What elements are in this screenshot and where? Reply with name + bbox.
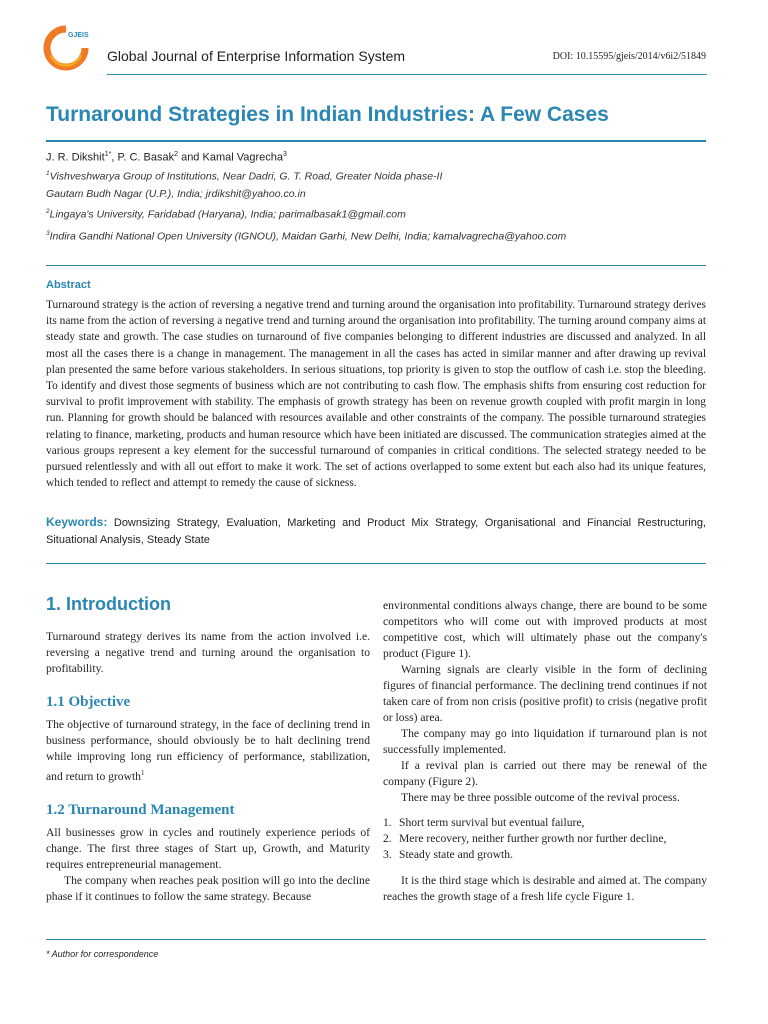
- affiliation-1-line-1: $^1$Vishveshwarya Group of Institutions, Near Dadri, G. T. Road, Greater Noida phase-II: [46, 170, 443, 183]
- logo-text: GJEIS: [68, 32, 89, 39]
- doi[interactable]: DOI: 10.15595/gjeis/2014/v6i2/51849: [552, 51, 706, 62]
- abstract-heading: Abstract: [46, 279, 91, 291]
- body-paragraph: environmental conditions always change, there are bound to be some competitors who will come out with improved products at most competitive cost, which will ultimately phase out the company's product (Figure 1).: [383, 599, 707, 660]
- abstract-top-divider: [46, 265, 706, 266]
- author-name: P. C. Basak: [117, 151, 175, 164]
- abstract-text: Turnaround strategy is the action of reversing a negative trend and turning around the organisation into profitability. Turnaround strategy derives its name from the action of reversing a negative trend and turning around the organisation into profitability. The turning around company aims at steady state and growth. The case studies on turnaround of five companies belonging to different industries are discussed and analyzed. In all most all the cases there is a change in management. The management in all the cases has acted in similar manner and after drawing up revival plan presented the same before various stakeholders. In serious situations, top priority is given to stop the outflow of cash i.e. stop the bleeding. To identify and divest those segments of business which are not contributing to cash flow. The emphasis shifts from ensuring cost reduction for survival to profit improvement with stability. The emphasis of growth strategy has been on revenue growth coupled with profit margin in long run. Planning for growth should be balanced with resources available and other constraints of the company. The possible turnaround strategies relating to finance, marketing, products and human resource which have been initiated are discussed. The communication strategies aimed at the various groups represent a key element for the successful turnaround of companies in critical conditions. The selected strategy needed to be pursued relentlessly and with all out effort to make it work. The set of actions overlapped to some extent but each also had its unique features, which tended to reflect and attempt to remedy the cause of sickness.: [46, 299, 706, 490]
- list-item: 3. Steady state and growth.: [383, 848, 513, 861]
- keywords-label: Keywords:: [46, 515, 108, 529]
- correspondence-footnote: * Author for correspondence: [46, 949, 159, 959]
- right-column: [383, 598, 707, 905]
- author-superscript: 1*: [104, 151, 112, 158]
- journal-name: Global Journal of Enterprise Information System: [107, 48, 406, 64]
- left-column: [46, 596, 370, 905]
- author-list: [46, 151, 287, 164]
- header-divider: [107, 74, 707, 75]
- author-name: J. R. Dikshit: [46, 151, 105, 164]
- author-separator: and: [178, 151, 203, 164]
- title-divider: [46, 140, 706, 142]
- author-name: Kamal Vagrecha: [202, 151, 283, 164]
- body-paragraph: If a revival plan is carried out there may be renewal of the company (Figure 2).: [383, 759, 707, 788]
- management-paragraph-2: The company when reaches peak position will go into the decline phase if it continues to follow the same strategy. Because: [46, 873, 370, 903]
- intro-paragraph: Turnaround strategy derives its name from the action involved i.e. reversing a negative trend and turning around the organisation to profitability.: [46, 630, 370, 675]
- body-paragraph: There may be three possible outcome of the revival process.: [401, 791, 680, 804]
- subsection-heading-turnaround-management: 1.2 Turnaround Management: [46, 801, 235, 818]
- list-item: 2. Mere recovery, neither further growth nor further decline,: [383, 832, 667, 845]
- body-paragraph: Warning signals are clearly visible in the form of declining figures of financial performance. The declining trend continues if not taken care of from non crisis (positive profit) to crisis (negative profit or loss) area.: [383, 663, 707, 724]
- keywords-list: Downsizing Strategy, Evaluation, Marketing and Product Mix Strategy, Organisational and Financial Restructuring, Situational Analysis, Steady State: [46, 517, 706, 546]
- body-paragraph: The company may go into liquidation if turnaround plan is not successfully implemented.: [383, 727, 707, 756]
- author-separator: ,: [111, 151, 118, 164]
- management-paragraph-1: All businesses grow in cycles and routinely experience periods of change. The first three stages of Start up, Growth, and Maturity requires entrepreneurial management.: [46, 825, 370, 871]
- footnote-divider: [46, 939, 706, 940]
- reference-marker[interactable]: 1: [140, 769, 145, 777]
- body-paragraph: It is the third stage which is desirable and aimed at. The company reaches the growth stage of a fresh life cycle Figure 1.: [383, 874, 707, 903]
- paper-title: Turnaround Strategies in Indian Industries: A Few Cases: [46, 103, 609, 126]
- outcome-list: [383, 815, 707, 863]
- journal-logo: [37, 25, 95, 71]
- affiliation-2: $^2$Lingaya's University, Faridabad (Haryana), India; parimalbasak1@gmail.com: [46, 208, 406, 221]
- keywords: [46, 514, 706, 548]
- section-heading-introduction: 1. Introduction: [46, 594, 171, 614]
- objective-paragraph: The objective of turnaround strategy, in the face of declining trend in business performance, should obviously be to halt declining trend while improving long run efficiency of performance, stabilization, and return to growth$^1$: [46, 718, 370, 783]
- affiliation-3: $^3$Indira Gandhi National Open University (IGNOU), Maidan Garhi, New Delhi, India; kamalvagrecha@yahoo.com: [46, 230, 567, 243]
- journal-header: [0, 0, 768, 84]
- list-item: 1. Short term survival but eventual failure,: [383, 816, 585, 829]
- abstract-bottom-divider: [46, 563, 706, 564]
- subsection-heading-objective: 1.1 Objective: [46, 694, 131, 710]
- author-superscript: 2: [174, 151, 179, 158]
- affiliation-1-line-2: Gautam Budh Nagar (U.P.), India; jrdikshit@yahoo.co.in: [46, 188, 306, 200]
- author-superscript: 3: [283, 151, 287, 158]
